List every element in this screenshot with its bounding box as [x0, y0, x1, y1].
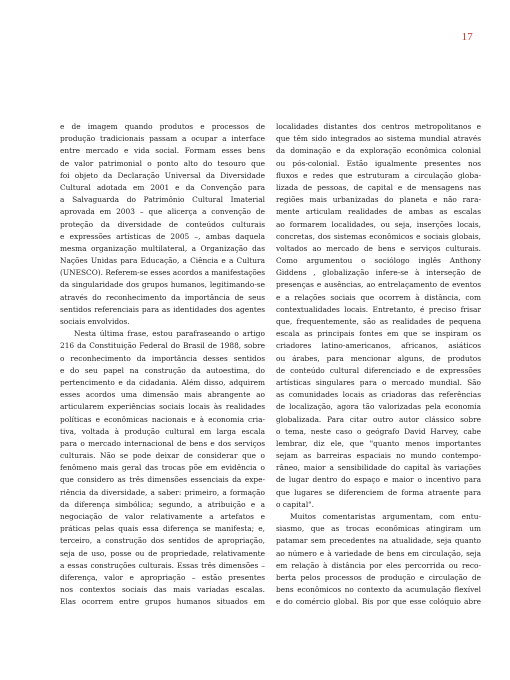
text-line: artísticas singulares para o mercado mundial. São — [276, 377, 481, 387]
text-line: mente articulam realidades de ambas as escalas — [276, 207, 481, 217]
text-line: ao formarem localidades, ou seja, inserções locais, — [276, 219, 481, 229]
text-line: Giddens , globalização infere-se à interseção de — [276, 268, 481, 278]
text-line: foi objeto da Declaração Universal da Diversidade — [60, 170, 265, 180]
text-line: proteção da diversidade de conteúdos culturais — [60, 219, 265, 229]
text-line: o tema, neste caso o geógrafo David Harvey, cabe — [276, 426, 481, 436]
text-line: Cultural adotada em 2001 e da Convenção para — [60, 182, 265, 192]
text-line: negociação de valor relativamente a artefatos e — [60, 512, 265, 521]
text-line: que, frequentemente, são as realidades de pequena — [276, 317, 481, 326]
text-line: a Salvaguarda do Patrimônio Cultural Imaterial — [60, 195, 265, 205]
text-line: criadores latino-americanos, africanos, asiáticos — [276, 341, 481, 351]
text-line: siasmo, que as trocas econômicas atingiram um — [276, 524, 481, 534]
text-line: (UNESCO). Referem-se esses acordos a manifestações — [60, 268, 265, 278]
text-line: as comunidades locais as criadoras das referências — [276, 390, 481, 400]
text-line: terceiro, a construção dos sentidos de apropriação, — [60, 536, 265, 546]
text-line: Elas ocorrem entre grupos humanos situados em — [60, 597, 265, 607]
text-line: a essas construções culturais. Essas três dimensões – — [60, 560, 265, 570]
text-line: ou árabes, para mencionar alguns, de produtos — [276, 353, 481, 363]
text-line: sentidos referenciais para as identidades dos agentes — [60, 304, 265, 314]
text-line: nos contextos sociais das mais variadas escalas. — [60, 585, 265, 595]
text-line: o capital". — [276, 499, 314, 509]
text-line: que têm sido integrados ao sistema mundial através — [276, 134, 481, 144]
text-line: articularem experiências sociais locais às realidades — [60, 402, 265, 412]
text-line: Nesta última frase, estou parafraseando o artigo — [74, 329, 265, 339]
left-text-column — [60, 121, 265, 609]
text-line: culturais. Não se pode deixar de considerar que o — [60, 451, 265, 461]
text-line: ou pós-colonial. Estão igualmente presentes nos — [276, 158, 481, 168]
text-line: e do seu papel na construção da autoestima, do — [60, 365, 265, 375]
text-line: para o mercado internacional de bens e dos serviços — [60, 438, 265, 448]
text-line: Muitos comentaristas argumentam, com entu- — [290, 512, 481, 521]
text-line: e do comércio global. Bis por que esse colóquio abre — [276, 597, 481, 607]
text-line: esses acordos uma dimensão mais abrangente ao — [60, 390, 265, 400]
text-line: através do reconhecimento da importância de seus — [60, 292, 265, 302]
text-line: regiões mais urbanizadas do planeta e não rara- — [276, 195, 481, 205]
page-number: 17 — [461, 31, 473, 43]
text-line: lizada de pessoas, de capital e de mensagens nas — [276, 182, 481, 192]
text-line: entre mercado e vida social. Formam esses bens — [60, 146, 265, 156]
text-line: escala as principais fontes em que se inspiram os — [276, 329, 481, 339]
text-line: da diferença simbólica; segundo, a atribuição e a — [60, 499, 265, 509]
text-line: contextualidades locais. Entretanto, é preciso frisar — [276, 304, 481, 314]
text-line: de valor patrimonial o ponto alto do tesouro que — [60, 158, 265, 168]
text-line: presenças e ausências, ao entrelaçamento de eventos — [276, 280, 481, 290]
text-line: o reconhecimento da importância desses sentidos — [60, 353, 265, 363]
text-line: voltados ao mercado de bens e serviços culturais. — [276, 243, 481, 253]
text-line: aprovada em 2003 – que alicerça a convenção de — [60, 207, 265, 217]
text-line: da singularidade dos grupos humanos, legitimando-se — [60, 280, 265, 290]
text-line: berta pelos processos de produção e circulação de — [276, 572, 481, 582]
text-line: e a relações sociais que ocorrem à distância, com — [276, 292, 481, 302]
text-line: de lugar dentro do espaço e maior o incentivo para — [276, 475, 481, 485]
text-line: ao número e à variedade de bens em circulação, seja — [276, 548, 481, 558]
text-line: Nações Unidas para Educação, a Ciência e a Cultura — [60, 256, 265, 266]
text-line: râneo, maior a sensibilidade do capital às variações — [276, 463, 481, 473]
text-line: fluxos e redes que estruturam a circulação globa- — [276, 170, 481, 180]
text-line: lembrar, diz ele, que "quanto menos importantes — [276, 438, 481, 448]
text-line: produção tradicionais passam a ocupar a interface — [60, 134, 265, 144]
text-line: que considero as três dimensões essenciais da expe- — [60, 475, 265, 485]
text-line: seja de uso, posse ou de propriedade, relativamente — [60, 548, 265, 558]
text-line: diferença, valor e apropriação – estão presentes — [60, 572, 265, 582]
text-line: pertencimento e da cidadania. Além disso, adquirem — [60, 377, 265, 387]
text-line: 216 da Constituição Federal do Brasil de 1988, sobre — [60, 341, 265, 351]
text-line: mesma organização multilateral, a Organização das — [60, 243, 265, 253]
text-line: concretas, dos sistemas econômicos e sociais globais, — [276, 231, 481, 241]
text-line: riência da diversidade, a saber: primeiro, a formação — [60, 487, 265, 497]
text-line: bens econômicos no contexto da acumulação flexível — [276, 585, 481, 595]
text-line: e expressões artísticas de 2005 –, ambas daquela — [60, 231, 265, 241]
right-text-column — [276, 121, 481, 609]
text-line: práticas pelas quais essa diferença se manifesta; e, — [60, 524, 265, 534]
text-line: patamar sem precedentes na atualidade, seja quanto — [276, 536, 481, 546]
text-line: em relação à distância por eles percorrida ou reco- — [276, 560, 481, 570]
text-line: da dominação e da exploração econômica colonial — [276, 146, 481, 156]
text-line: e de imagem quando produtos e processos de — [60, 122, 265, 131]
text-line: globalizada. Para citar outro autor clássico sobre — [276, 414, 481, 424]
text-line: tiva, voltada à produção cultural em larga escala — [60, 426, 265, 436]
text-line: de conteúdo cultural diferenciado e de expressões — [276, 365, 481, 375]
text-line: sejam as barreiras espaciais no mundo contempo- — [276, 451, 481, 461]
text-line: Como argumentou o sociólogo inglês Anthony — [276, 256, 481, 266]
text-line: fenômeno mais geral das trocas põe em evidência o — [60, 463, 265, 473]
text-line: de localização, agora tão valorizadas pela economia — [276, 402, 481, 412]
text-line: que lugares se diferenciem de forma atraente para — [276, 487, 481, 497]
text-line: localidades distantes dos centros metropolitanos e — [276, 122, 481, 131]
text-line: políticas e econômicas nacionais e à economia cria- — [60, 414, 265, 424]
text-line: sociais envolvidos. — [60, 317, 130, 326]
